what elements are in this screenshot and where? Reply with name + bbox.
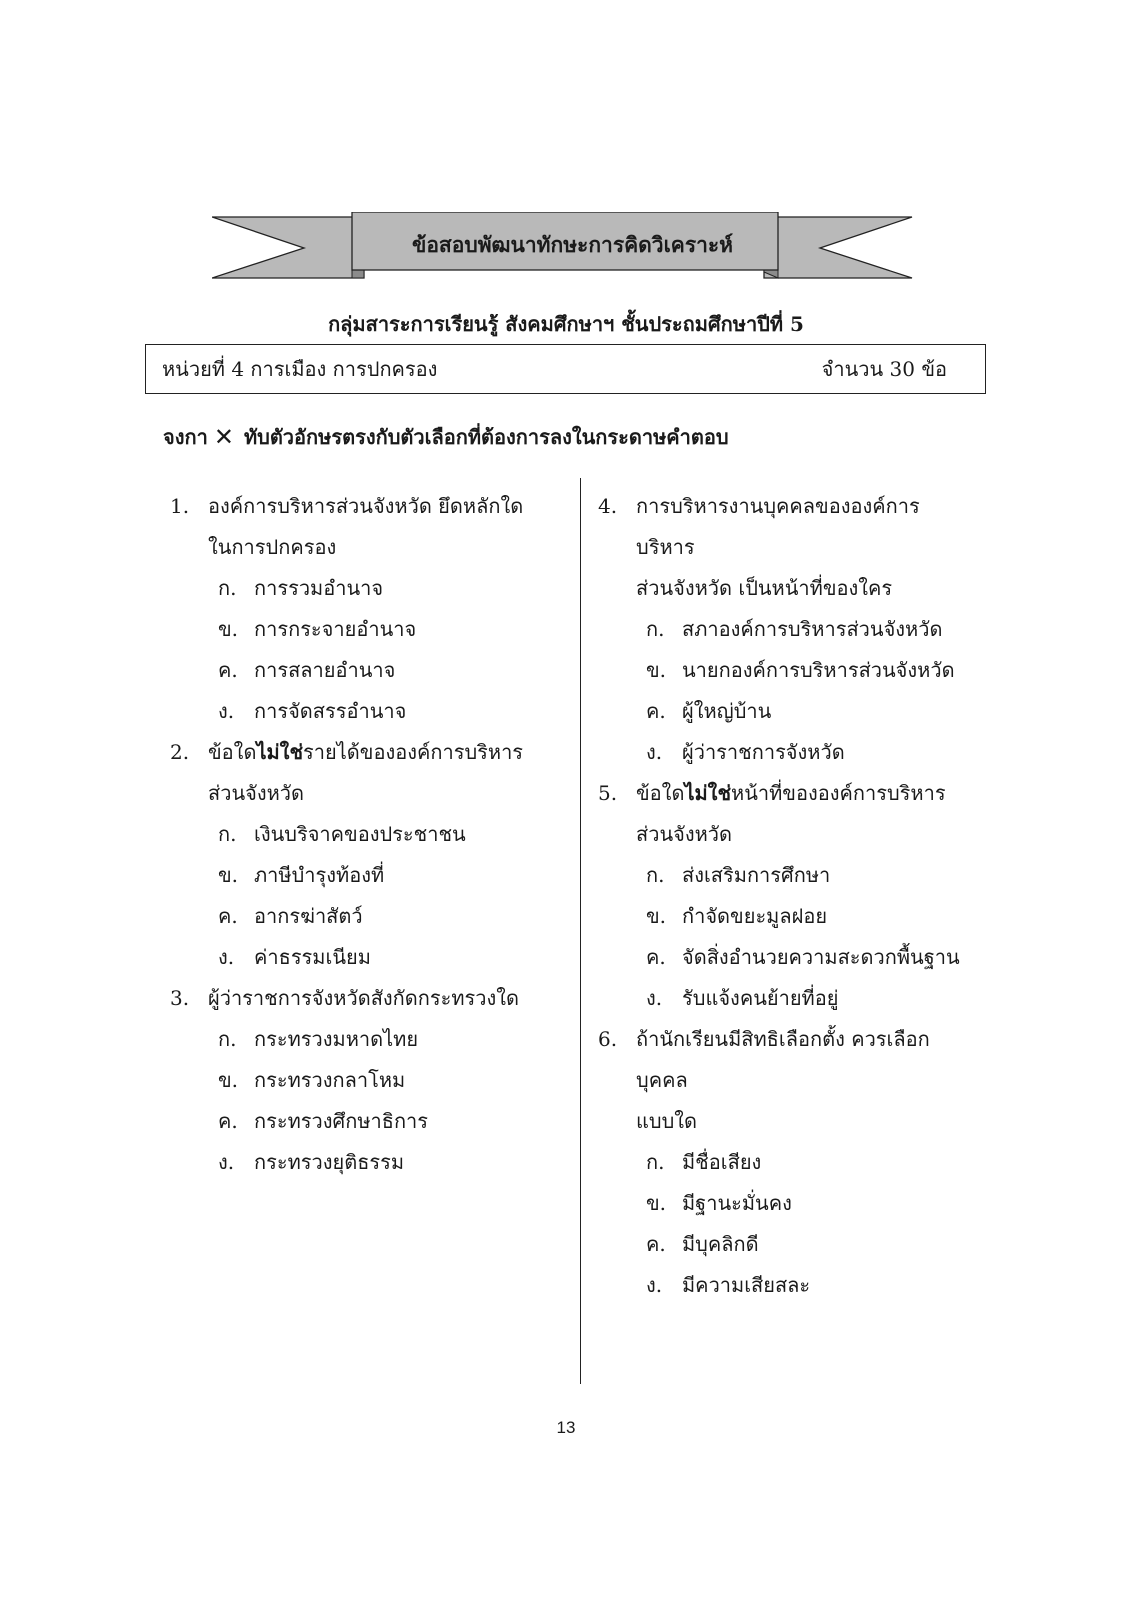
option[interactable]: ข. การกระจายอำนาจ xyxy=(218,617,417,641)
option[interactable]: ข. มีฐานะมั่นคง xyxy=(646,1191,792,1215)
option[interactable]: ข. ภาษีบำรุงท้องที่ xyxy=(218,863,385,887)
question-4 xyxy=(598,486,968,773)
option[interactable]: ค. จัดสิ่งอำนวยความสะดวกพื้นฐาน xyxy=(646,945,960,969)
question-text: ข้อใดไม่ใช่รายได้ขององค์การบริหาร xyxy=(208,740,524,764)
question-text: องค์การบริหารส่วนจังหวัด ยึดหลักใด xyxy=(208,494,524,518)
option[interactable]: ค. การสลายอำนาจ xyxy=(218,658,396,682)
option[interactable]: ง. การจัดสรรอำนาจ xyxy=(218,699,407,723)
question-text: ถ้านักเรียนมีสิทธิเลือกตั้ง ควรเลือกบุคคล xyxy=(636,1027,930,1092)
question-3 xyxy=(170,978,540,1183)
question-number: 5. xyxy=(598,781,618,805)
question-text: ผู้ว่าราชการจังหวัดสังกัดกระทรวงใด xyxy=(208,986,520,1010)
question-text-cont: ส่วนจังหวัด เป็นหน้าที่ของใคร xyxy=(636,576,893,600)
emphasis-not: ไม่ใช่ xyxy=(684,781,732,805)
emphasis-not: ไม่ใช่ xyxy=(256,740,304,764)
option[interactable]: ค. อากรฆ่าสัตว์ xyxy=(218,904,363,928)
option[interactable]: ง. ผู้ว่าราชการจังหวัด xyxy=(646,740,845,764)
instruction-prefix: จงกา xyxy=(163,425,208,449)
question-number: 6. xyxy=(598,1027,618,1051)
option[interactable]: ก. ส่งเสริมการศึกษา xyxy=(646,863,831,887)
page-number: 13 xyxy=(556,1418,576,1437)
option[interactable]: ง. ค่าธรรมเนียม xyxy=(218,945,371,969)
option[interactable]: ง. กระทรวงยุติธรรม xyxy=(218,1150,405,1174)
option[interactable]: ก. สภาองค์การบริหารส่วนจังหวัด xyxy=(646,617,943,641)
exam-title: ข้อสอบพัฒนาทักษะการคิดวิเคราะห์ xyxy=(411,231,734,257)
question-count: จำนวน 30 ข้อ xyxy=(821,357,947,381)
question-2 xyxy=(170,732,540,978)
option[interactable]: ง. รับแจ้งคนย้ายที่อยู่ xyxy=(646,986,839,1010)
instruction-text: ทับตัวอักษรตรงกับตัวเลือกที่ต้องการลงในกระดาษคำตอบ xyxy=(243,425,729,449)
option[interactable]: ข. กระทรวงกลาโหม xyxy=(218,1068,406,1092)
question-text-cont: ส่วนจังหวัด xyxy=(636,822,732,846)
right-column xyxy=(598,486,968,1306)
option[interactable]: ก. เงินบริจาคของประชาชน xyxy=(218,822,466,846)
option[interactable]: ก. การรวมอำนาจ xyxy=(218,576,384,600)
option[interactable]: ง. มีความเสียสละ xyxy=(646,1273,811,1297)
option[interactable]: ก. กระทรวงมหาดไทย xyxy=(218,1027,419,1051)
option[interactable]: ค. กระทรวงศึกษาธิการ xyxy=(218,1109,429,1133)
unit-box xyxy=(145,344,986,394)
instruction xyxy=(163,421,729,453)
question-text-cont: ในการปกครอง xyxy=(208,535,337,559)
left-column xyxy=(170,486,540,1183)
question-text-cont: ส่วนจังหวัด xyxy=(208,781,304,805)
question-number: 1. xyxy=(170,494,190,518)
question-text: ข้อใดไม่ใช่หน้าที่ขององค์การบริหาร xyxy=(636,781,946,805)
option[interactable]: ข. กำจัดขยะมูลฝอย xyxy=(646,904,828,928)
option[interactable]: ก. มีชื่อเสียง xyxy=(646,1150,762,1174)
option[interactable]: ค. มีบุคลิกดี xyxy=(646,1232,759,1256)
question-text-cont: แบบใด xyxy=(636,1109,698,1133)
column-divider xyxy=(580,478,581,1384)
question-text: การบริหารงานบุคคลขององค์การบริหาร xyxy=(636,494,920,559)
cross-mark-icon: ✕ xyxy=(213,423,234,451)
option[interactable]: ค. ผู้ใหญ่บ้าน xyxy=(646,699,772,723)
question-number: 4. xyxy=(598,494,618,518)
subject-heading: กลุ่มสาระการเรียนรู้ สังคมศึกษาฯ ชั้นประถมศึกษาปีที่ 5 xyxy=(328,312,804,336)
question-number: 2. xyxy=(170,740,190,764)
question-6 xyxy=(598,1019,968,1306)
question-5 xyxy=(598,773,968,1019)
question-1 xyxy=(170,486,540,732)
unit-name: หน่วยที่ 4 การเมือง การปกครอง xyxy=(162,357,438,381)
question-number: 3. xyxy=(170,986,190,1010)
option[interactable]: ข. นายกองค์การบริหารส่วนจังหวัด xyxy=(646,658,955,682)
